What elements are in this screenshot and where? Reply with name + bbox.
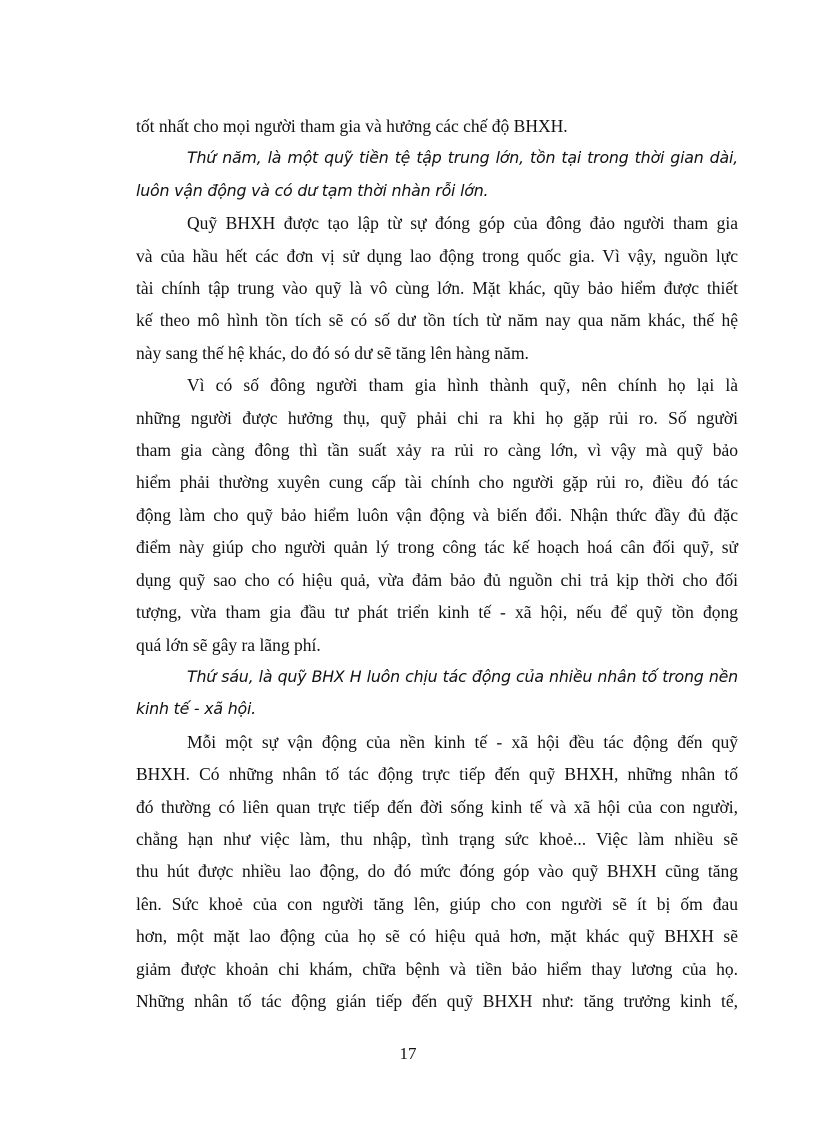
paragraph-3-line-4: kế theo mô hình tồn tích sẽ có số dư tồn tích từ năm nay qua năm khác, thế hệ	[136, 310, 738, 331]
paragraph-6-line-7: hơn, một mặt lao động của họ sẽ có hiệu quả hơn, mặt khác quỹ BHXH sẽ	[136, 926, 738, 947]
paragraph-6-line-6: lên. Sức khoẻ của con người tăng lên, giúp cho con người sẽ ít bị ốm đau	[136, 893, 738, 914]
paragraph-1-line-1: tốt nhất cho mọi người tham gia và hưởng các chế độ BHXH.	[136, 116, 568, 136]
paragraph-6-line-5: thu hút được nhiều lao động, do đó mức đóng góp vào quỹ BHXH cũng tăng	[136, 861, 738, 882]
paragraph-3-line-1: Quỹ BHXH được tạo lập từ sự đóng góp của đông đảo người tham gia	[187, 213, 738, 234]
paragraph-4-line-2: những người được hưởng thụ, quỹ phải chi ra khi họ gặp rủi ro. Số người	[136, 407, 738, 428]
paragraph-6-line-8: giảm được khoản chi khám, chữa bệnh và tiền bảo hiểm thay lương của họ.	[136, 958, 738, 979]
paragraph-3-line-5: này sang thế hệ khác, do đó só dư sẽ tăng lên hàng năm.	[136, 342, 529, 363]
paragraph-4-line-4: hiểm phải thường xuyên cung cấp tài chính cho người gặp rủi ro, điều đó tác	[136, 472, 738, 493]
paragraph-3-line-3: tài chính tập trung vào quỹ là vô cùng lớn. Mặt khác, qũy bảo hiểm được thiết	[136, 278, 738, 299]
body-text	[136, 110, 738, 1017]
paragraph-6-line-1: Mỗi một sự vận động của nền kinh tế - xã hội đều tác động đến quỹ	[187, 731, 738, 752]
paragraph-6-line-2: BHXH. Có những nhân tố tác động trực tiếp đến quỹ BHXH, những nhân tố	[136, 764, 738, 785]
paragraph-2-line-2: luôn vận động và có dư tạm thời nhàn rỗi lớn.	[136, 180, 489, 200]
paragraph-6-line-4: chẳng hạn như việc làm, thu nhập, tình trạng sức khoẻ... Việc làm nhiều sẽ	[136, 828, 738, 849]
paragraph-4-line-1: Vì có số đông người tham gia hình thành quỹ, nên chính họ lại là	[187, 375, 738, 396]
paragraph-5-line-1: Thứ sáu, là quỹ BHX H luôn chịu tác động của nhiều nhân tố trong nền	[187, 666, 738, 686]
paragraph-6-line-3: đó thường có liên quan trực tiếp đến đời sống kinh tế và xã hội của con người,	[136, 796, 738, 817]
paragraph-2-line-1: Thứ năm, là một quỹ tiền tệ tập trung lớn, tồn tại trong thời gian dài,	[187, 148, 738, 168]
paragraph-6-line-9: Những nhân tố tác động gián tiếp đến quỹ BHXH như: tăng trưởng kinh tế,	[136, 990, 738, 1011]
paragraph-4-line-6: điểm này giúp cho người quản lý trong công tác kế hoạch hoá cân đối quỹ, sử	[136, 537, 738, 558]
paragraph-4-line-9: quá lớn sẽ gây ra lãng phí.	[136, 634, 321, 655]
paragraph-5-line-2: kinh tế - xã hội.	[136, 699, 256, 719]
paragraph-4-line-8: tượng, vừa tham gia đầu tư phát triển kinh tế - xã hội, nếu để quỹ tồn đọng	[136, 602, 738, 623]
page-number: 17	[399, 1044, 417, 1063]
paragraph-4-line-7: dụng quỹ sao cho có hiệu quả, vừa đảm bảo đủ nguồn chi trả kịp thời cho đối	[136, 569, 738, 590]
paragraph-4-line-3: tham gia càng đông thì tần suất xảy ra rủi ro càng lớn, vì vậy mà quỹ bảo	[136, 440, 738, 461]
paragraph-4-line-5: động làm cho quỹ bảo hiểm luôn vận động và biến đổi. Nhận thức đầy đủ đặc	[136, 504, 738, 525]
paragraph-3-line-2: và của hầu hết các đơn vị sử dụng lao động trong quốc gia. Vì vậy, nguồn lực	[136, 245, 738, 266]
